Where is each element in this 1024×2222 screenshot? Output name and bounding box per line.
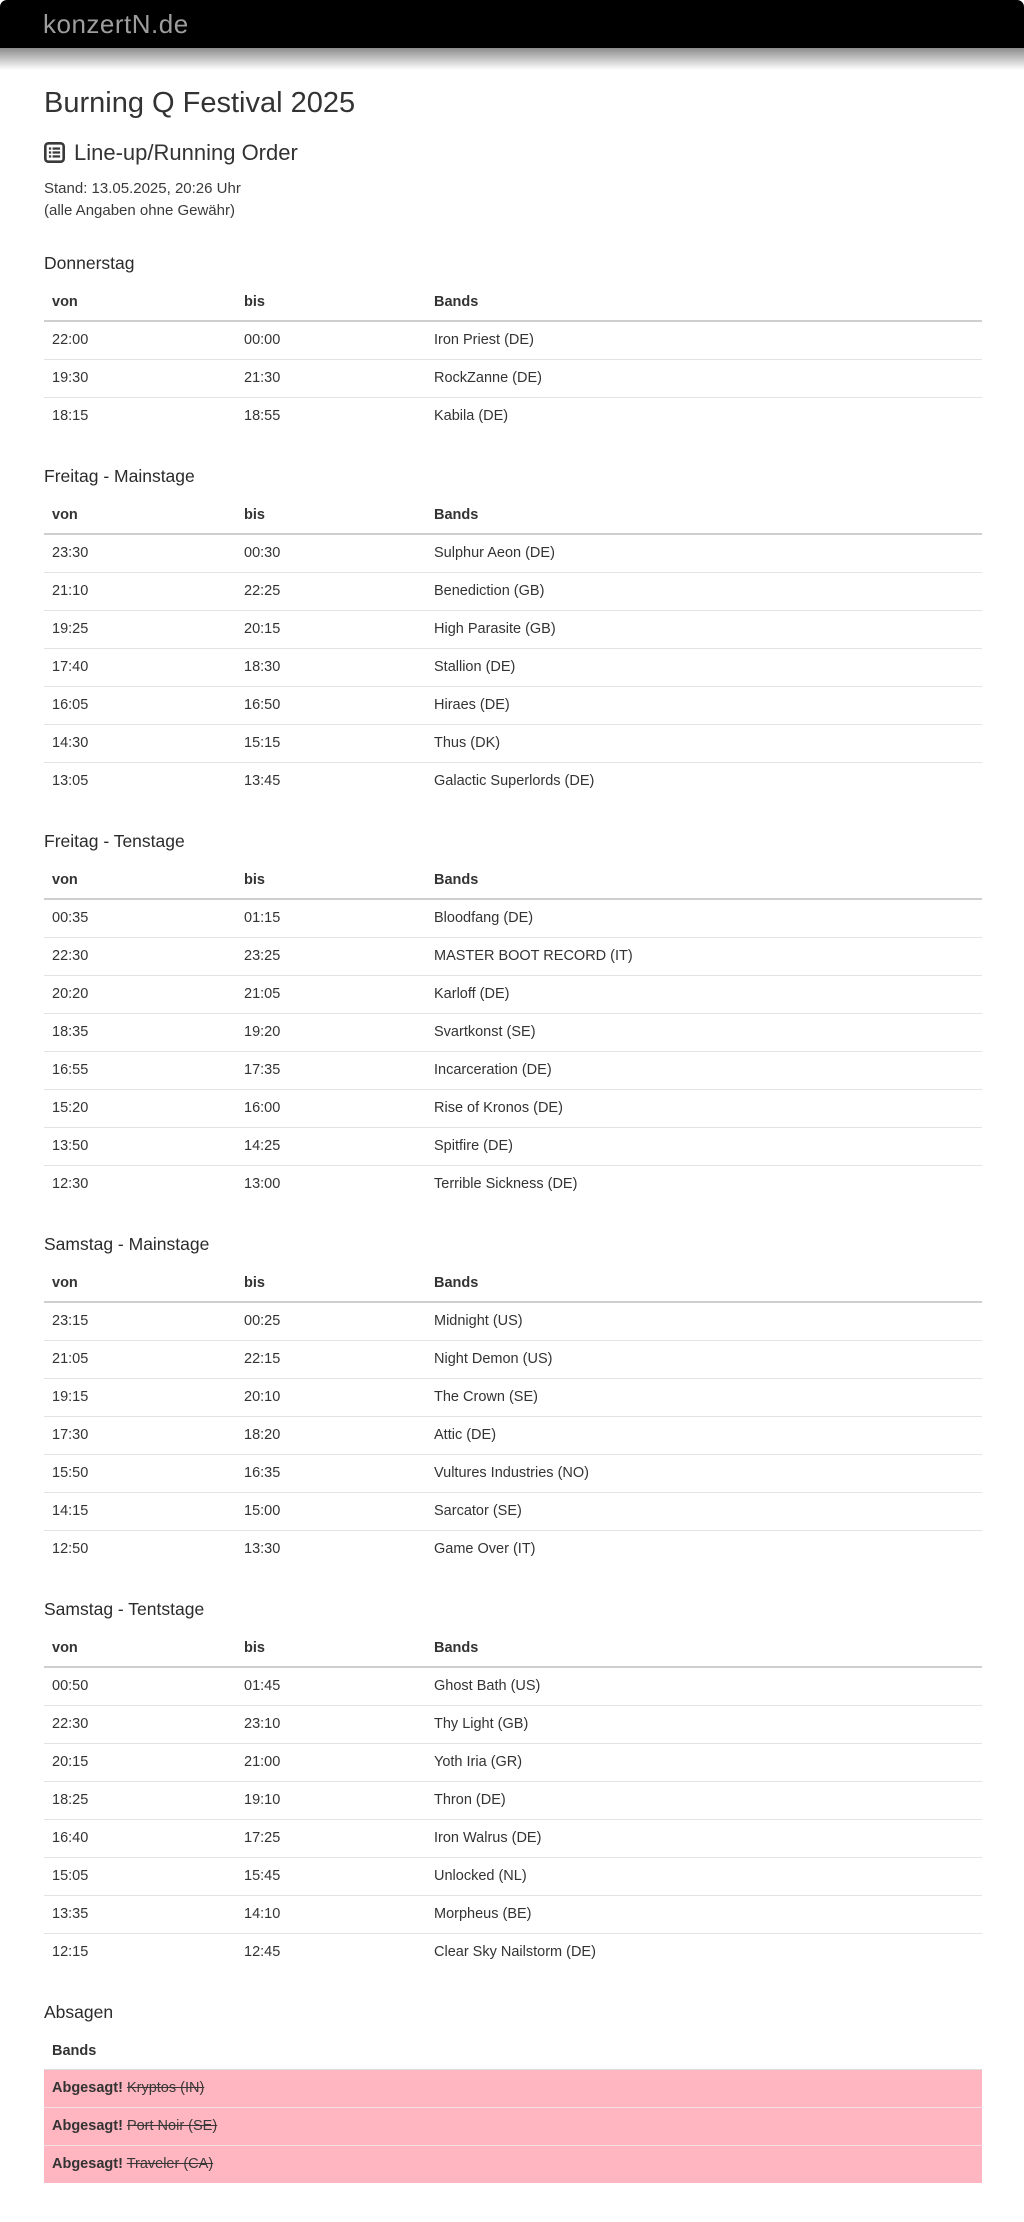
- schedule-section: [44, 1234, 982, 1568]
- cell-bis: 15:15: [236, 725, 426, 763]
- table-header-row: [44, 499, 982, 534]
- table-row: [44, 725, 982, 763]
- content: [0, 86, 1024, 2203]
- column-header-bis: bis: [236, 864, 426, 899]
- cancelled-label: Abgesagt!: [52, 2080, 123, 2097]
- cancelled-band-name: Traveler (CA): [126, 2156, 214, 2173]
- cell-bis: 16:35: [236, 1455, 426, 1493]
- site-brand-link[interactable]: konzertN.de: [43, 9, 189, 39]
- schedule-sections: [44, 253, 982, 1971]
- cell-band: Sarcator (SE): [426, 1493, 982, 1531]
- cell-band: Iron Walrus (DE): [426, 1820, 982, 1858]
- cell-bis: 14:10: [236, 1896, 426, 1934]
- page-title: Burning Q Festival 2025: [44, 87, 356, 119]
- section-title: Samstag - Tentstage: [44, 1599, 205, 1620]
- cell-band: Thy Light (GB): [426, 1706, 982, 1744]
- cell-von: 15:05: [44, 1858, 236, 1896]
- cell-bis: 21:30: [236, 360, 426, 398]
- cell-bis: 00:00: [236, 321, 426, 360]
- cell-band: Benediction (GB): [426, 573, 982, 611]
- table-row: [44, 1531, 982, 1569]
- section-title: Samstag - Mainstage: [44, 1234, 210, 1255]
- table-row: [44, 398, 982, 436]
- table-row: [44, 321, 982, 360]
- schedule-table: [44, 864, 982, 1203]
- cell-cancelled-band: [44, 2108, 982, 2146]
- table-header-row: [44, 1267, 982, 1302]
- cell-von: 18:25: [44, 1782, 236, 1820]
- list-icon: [44, 142, 65, 163]
- cell-von: 23:30: [44, 534, 236, 573]
- cell-band: Attic (DE): [426, 1417, 982, 1455]
- cell-von: 13:50: [44, 1128, 236, 1166]
- cell-von: 13:05: [52, 773, 89, 790]
- status-timestamp: Stand: 13.05.2025, 20:26 Uhr: [44, 180, 241, 198]
- cell-von: 15:50: [44, 1455, 236, 1493]
- cell-band: The Crown (SE): [426, 1379, 982, 1417]
- cell-band: Midnight (US): [426, 1302, 982, 1341]
- cell-bis: 00:30: [236, 534, 426, 573]
- table-header-row: [44, 1632, 982, 1667]
- section-title: Freitag - Tenstage: [44, 831, 185, 852]
- cell-band: Svartkonst (SE): [426, 1014, 982, 1052]
- cell-bis: 19:20: [236, 1014, 426, 1052]
- cell-band: Kabila (DE): [434, 408, 509, 425]
- status-disclaimer: (alle Angaben ohne Gewähr): [44, 202, 235, 220]
- section-title-cancellations: Absagen: [44, 2002, 114, 2023]
- cell-von: 18:15: [52, 408, 89, 425]
- cell-von: 16:40: [44, 1820, 236, 1858]
- column-header-von: von: [44, 1267, 236, 1302]
- table-row: [44, 1667, 982, 1706]
- cancelled-label: Abgesagt!: [52, 2118, 123, 2135]
- table-row: [44, 1128, 982, 1166]
- column-header-von: von: [44, 864, 236, 899]
- column-header-von: von: [44, 1632, 236, 1667]
- cell-von: 17:40: [44, 649, 236, 687]
- column-header-bis: bis: [236, 1267, 426, 1302]
- table-row: [44, 1302, 982, 1341]
- cell-von: 13:35: [44, 1896, 236, 1934]
- column-header-von: von: [44, 499, 236, 534]
- table-row: [44, 1379, 982, 1417]
- table-header-row: [44, 864, 982, 899]
- cell-band: RockZanne (DE): [426, 360, 982, 398]
- cell-band: Ghost Bath (US): [426, 1667, 982, 1706]
- section-title: Freitag - Mainstage: [44, 466, 195, 487]
- cell-von: 21:10: [44, 573, 236, 611]
- cell-bis: 23:25: [236, 938, 426, 976]
- cell-bis: 16:00: [236, 1090, 426, 1128]
- table-row: [44, 1014, 982, 1052]
- column-header-bands: Bands: [426, 286, 982, 321]
- column-header-bands: Bands: [44, 2035, 982, 2070]
- table-row: [44, 1896, 982, 1934]
- cell-band: Galactic Superlords (DE): [434, 773, 595, 790]
- cell-band: Thus (DK): [426, 725, 982, 763]
- table-row: [44, 1455, 982, 1493]
- cell-bis: 12:45: [244, 1944, 281, 1961]
- cancelled-band-name: Port Noir (SE): [126, 2118, 218, 2135]
- cell-bis: 18:30: [236, 649, 426, 687]
- cell-band: Morpheus (BE): [426, 1896, 982, 1934]
- cell-band: Stallion (DE): [426, 649, 982, 687]
- table-row: [44, 899, 982, 938]
- table-header-row: [44, 2035, 982, 2070]
- cancellations-table: [44, 2035, 982, 2183]
- cell-von: 00:50: [44, 1667, 236, 1706]
- table-row: [44, 534, 982, 573]
- cell-bis: 23:10: [236, 1706, 426, 1744]
- cell-band: MASTER BOOT RECORD (IT): [426, 938, 982, 976]
- cell-von: 15:20: [44, 1090, 236, 1128]
- cell-von: 19:30: [44, 360, 236, 398]
- table-row: [44, 763, 982, 801]
- cell-band: Incarceration (DE): [426, 1052, 982, 1090]
- table-row: [44, 1744, 982, 1782]
- column-header-bands: Bands: [426, 499, 982, 534]
- cancelled-row: [44, 2070, 982, 2108]
- cancelled-row: [44, 2146, 982, 2184]
- table-row: [44, 1341, 982, 1379]
- cell-von: 00:35: [44, 899, 236, 938]
- status-info: [44, 178, 982, 222]
- table-row: [44, 1782, 982, 1820]
- column-header-bis: bis: [236, 1632, 426, 1667]
- schedule-table: [44, 1267, 982, 1568]
- cell-von: 20:15: [44, 1744, 236, 1782]
- cell-cancelled-band: [44, 2070, 982, 2108]
- column-header-bands: Bands: [426, 1267, 982, 1302]
- cell-bis: 13:00: [244, 1176, 281, 1193]
- cell-band: Clear Sky Nailstorm (DE): [434, 1944, 596, 1961]
- cell-von: 20:20: [44, 976, 236, 1014]
- cell-bis: 18:55: [244, 408, 281, 425]
- cell-band: Unlocked (NL): [426, 1858, 982, 1896]
- cell-band: Karloff (DE): [426, 976, 982, 1014]
- cell-bis: 15:00: [236, 1493, 426, 1531]
- cell-bis: 22:15: [236, 1341, 426, 1379]
- cancelled-label: Abgesagt!: [52, 2156, 123, 2173]
- cell-cancelled-band: [44, 2146, 982, 2184]
- schedule-section: [44, 1599, 982, 1971]
- cell-von: 22:30: [44, 938, 236, 976]
- cell-von: 22:30: [44, 1706, 236, 1744]
- cancelled-row: [44, 2108, 982, 2146]
- table-row: [44, 573, 982, 611]
- table-row: [44, 1052, 982, 1090]
- column-header-bis: bis: [236, 499, 426, 534]
- cell-bis: 13:30: [244, 1541, 281, 1558]
- cell-band: Vultures Industries (NO): [426, 1455, 982, 1493]
- cell-von: 23:15: [44, 1302, 236, 1341]
- cell-bis: 19:10: [236, 1782, 426, 1820]
- cell-bis: 17:35: [236, 1052, 426, 1090]
- table-row: [44, 1417, 982, 1455]
- cell-bis: 21:00: [236, 1744, 426, 1782]
- table-row: [44, 1493, 982, 1531]
- cell-von: 21:05: [44, 1341, 236, 1379]
- schedule-section: [44, 831, 982, 1203]
- cell-band: Sulphur Aeon (DE): [426, 534, 982, 573]
- table-row: [44, 360, 982, 398]
- cell-von: 22:00: [44, 321, 236, 360]
- cell-band: Yoth Iria (GR): [426, 1744, 982, 1782]
- cell-band: Iron Priest (DE): [426, 321, 982, 360]
- cell-bis: 14:25: [236, 1128, 426, 1166]
- cell-bis: 20:10: [236, 1379, 426, 1417]
- cell-band: Spitfire (DE): [426, 1128, 982, 1166]
- cell-von: 17:30: [44, 1417, 236, 1455]
- table-row: [44, 649, 982, 687]
- cell-band: Thron (DE): [426, 1782, 982, 1820]
- column-header-bands: Bands: [426, 864, 982, 899]
- cell-bis: 21:05: [236, 976, 426, 1014]
- cell-bis: 13:45: [244, 773, 281, 790]
- cell-bis: 15:45: [236, 1858, 426, 1896]
- column-header-bis: bis: [236, 286, 426, 321]
- cell-von: 19:15: [44, 1379, 236, 1417]
- cell-band: Rise of Kronos (DE): [426, 1090, 982, 1128]
- topbar: [0, 0, 1024, 48]
- cell-von: 12:50: [52, 1541, 89, 1558]
- table-row: [44, 611, 982, 649]
- table-row: [44, 1858, 982, 1896]
- lineup-heading-label: Line-up/Running Order: [74, 139, 298, 165]
- cell-von: 12:15: [52, 1944, 89, 1961]
- schedule-table: [44, 499, 982, 800]
- column-header-von: von: [44, 286, 236, 321]
- table-row: [44, 1166, 982, 1204]
- table-header-row: [44, 286, 982, 321]
- table-row: [44, 976, 982, 1014]
- cell-von: 18:35: [44, 1014, 236, 1052]
- table-row: [44, 938, 982, 976]
- cell-bis: 18:20: [236, 1417, 426, 1455]
- cell-bis: 16:50: [236, 687, 426, 725]
- cell-bis: 01:45: [236, 1667, 426, 1706]
- cell-von: 12:30: [52, 1176, 89, 1193]
- table-row: [44, 1706, 982, 1744]
- schedule-table: [44, 1632, 982, 1971]
- cell-bis: 20:15: [236, 611, 426, 649]
- lineup-heading: [44, 140, 982, 166]
- cell-von: 14:15: [44, 1493, 236, 1531]
- cell-band: Game Over (IT): [434, 1541, 536, 1558]
- cell-von: 16:55: [44, 1052, 236, 1090]
- cell-band: Hiraes (DE): [426, 687, 982, 725]
- table-row: [44, 1820, 982, 1858]
- cell-band: Terrible Sickness (DE): [434, 1176, 578, 1193]
- cell-von: 16:05: [44, 687, 236, 725]
- table-row: [44, 1934, 982, 1972]
- cell-bis: 22:25: [236, 573, 426, 611]
- cell-von: 14:30: [44, 725, 236, 763]
- schedule-section: [44, 253, 982, 435]
- column-header-bands: Bands: [426, 1632, 982, 1667]
- cell-band: Bloodfang (DE): [426, 899, 982, 938]
- cell-bis: 17:25: [236, 1820, 426, 1858]
- section-title: Donnerstag: [44, 253, 135, 274]
- cell-band: High Parasite (GB): [426, 611, 982, 649]
- schedule-section: [44, 466, 982, 800]
- cell-von: 19:25: [44, 611, 236, 649]
- cell-bis: 00:25: [236, 1302, 426, 1341]
- cell-bis: 01:15: [236, 899, 426, 938]
- table-row: [44, 1090, 982, 1128]
- cancellations-section: [44, 2002, 982, 2183]
- cell-band: Night Demon (US): [426, 1341, 982, 1379]
- cancelled-band-name: Kryptos (IN): [126, 2080, 205, 2097]
- table-row: [44, 687, 982, 725]
- schedule-table: [44, 286, 982, 435]
